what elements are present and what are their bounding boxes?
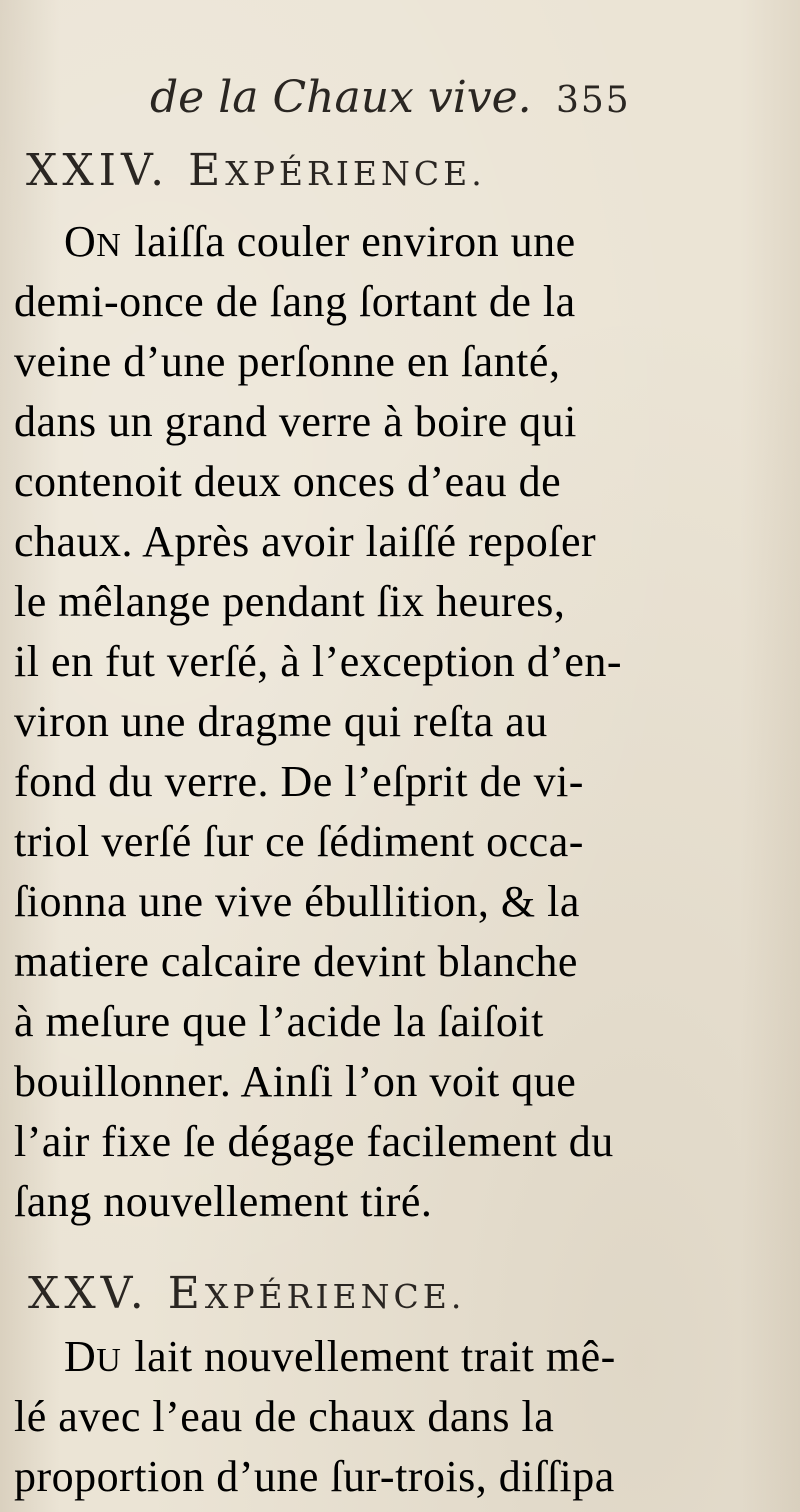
first-word-initial: D bbox=[64, 1332, 97, 1381]
first-word-rest: U bbox=[96, 1342, 123, 1379]
section-title-initial: E bbox=[167, 1268, 205, 1319]
page-number: 355 bbox=[556, 80, 631, 121]
section-title-rest: XPÉRIENCE. bbox=[225, 154, 486, 193]
line-text: laiſſa couler environ une bbox=[122, 217, 576, 266]
section-heading-xxv bbox=[28, 1268, 465, 1319]
running-title: de la Chaux vive. bbox=[150, 72, 532, 123]
paragraph-line: le mêlange pendant ſix heures, bbox=[14, 577, 566, 626]
paragraph-line: triol verſé ſur ce ſédiment occa- bbox=[14, 817, 584, 866]
line-text: lait nouvellement trait mê- bbox=[122, 1332, 616, 1381]
paragraph-line: chaux. Après avoir laiſſé repoſer bbox=[14, 517, 597, 566]
paragraph-line bbox=[64, 1332, 616, 1381]
paragraph-line: à meſure que l’acide la ſaiſoit bbox=[14, 997, 544, 1046]
first-word-rest: N bbox=[96, 227, 123, 264]
paragraph-line: bouillonner. Ainſi l’on voit que bbox=[14, 1057, 577, 1106]
paragraph-line: demi-once de ſang ſortant de la bbox=[14, 277, 576, 326]
paragraph-line: il en fut verſé, à l’exception d’en- bbox=[14, 637, 623, 686]
paragraph-line: contenoit deux onces d’eau de bbox=[14, 457, 562, 506]
paragraph-line: proportion d’une ſur-trois, diſſipa bbox=[14, 1452, 615, 1501]
section-title-rest: XPÉRIENCE. bbox=[204, 1277, 466, 1316]
section-heading-xxiv bbox=[26, 145, 486, 196]
paragraph-line: ſang nouvellement tiré. bbox=[14, 1177, 433, 1226]
section-numeral: XXIV. bbox=[26, 145, 170, 196]
paragraph-line: fond du verre. De l’eſprit de vi- bbox=[14, 757, 584, 806]
paragraph-line: viron une dragme qui reſta au bbox=[14, 697, 548, 746]
section-numeral: XXV. bbox=[28, 1268, 149, 1319]
section-title-initial: E bbox=[188, 145, 226, 196]
paragraph-line: lé avec l’eau de chaux dans la bbox=[14, 1392, 555, 1441]
paragraph-line: l’air fixe ſe dégage facilement du bbox=[14, 1117, 614, 1166]
paragraph-line: veine d’une perſonne en ſanté, bbox=[14, 337, 561, 386]
paragraph-line: matiere calcaire devint blanche bbox=[14, 937, 578, 986]
paragraph-line bbox=[64, 217, 576, 266]
paragraph-line: ſionna une vive ébullition, & la bbox=[14, 877, 580, 926]
first-word-initial: O bbox=[64, 217, 97, 266]
paragraph-line: dans un grand verre à boire qui bbox=[14, 397, 577, 446]
